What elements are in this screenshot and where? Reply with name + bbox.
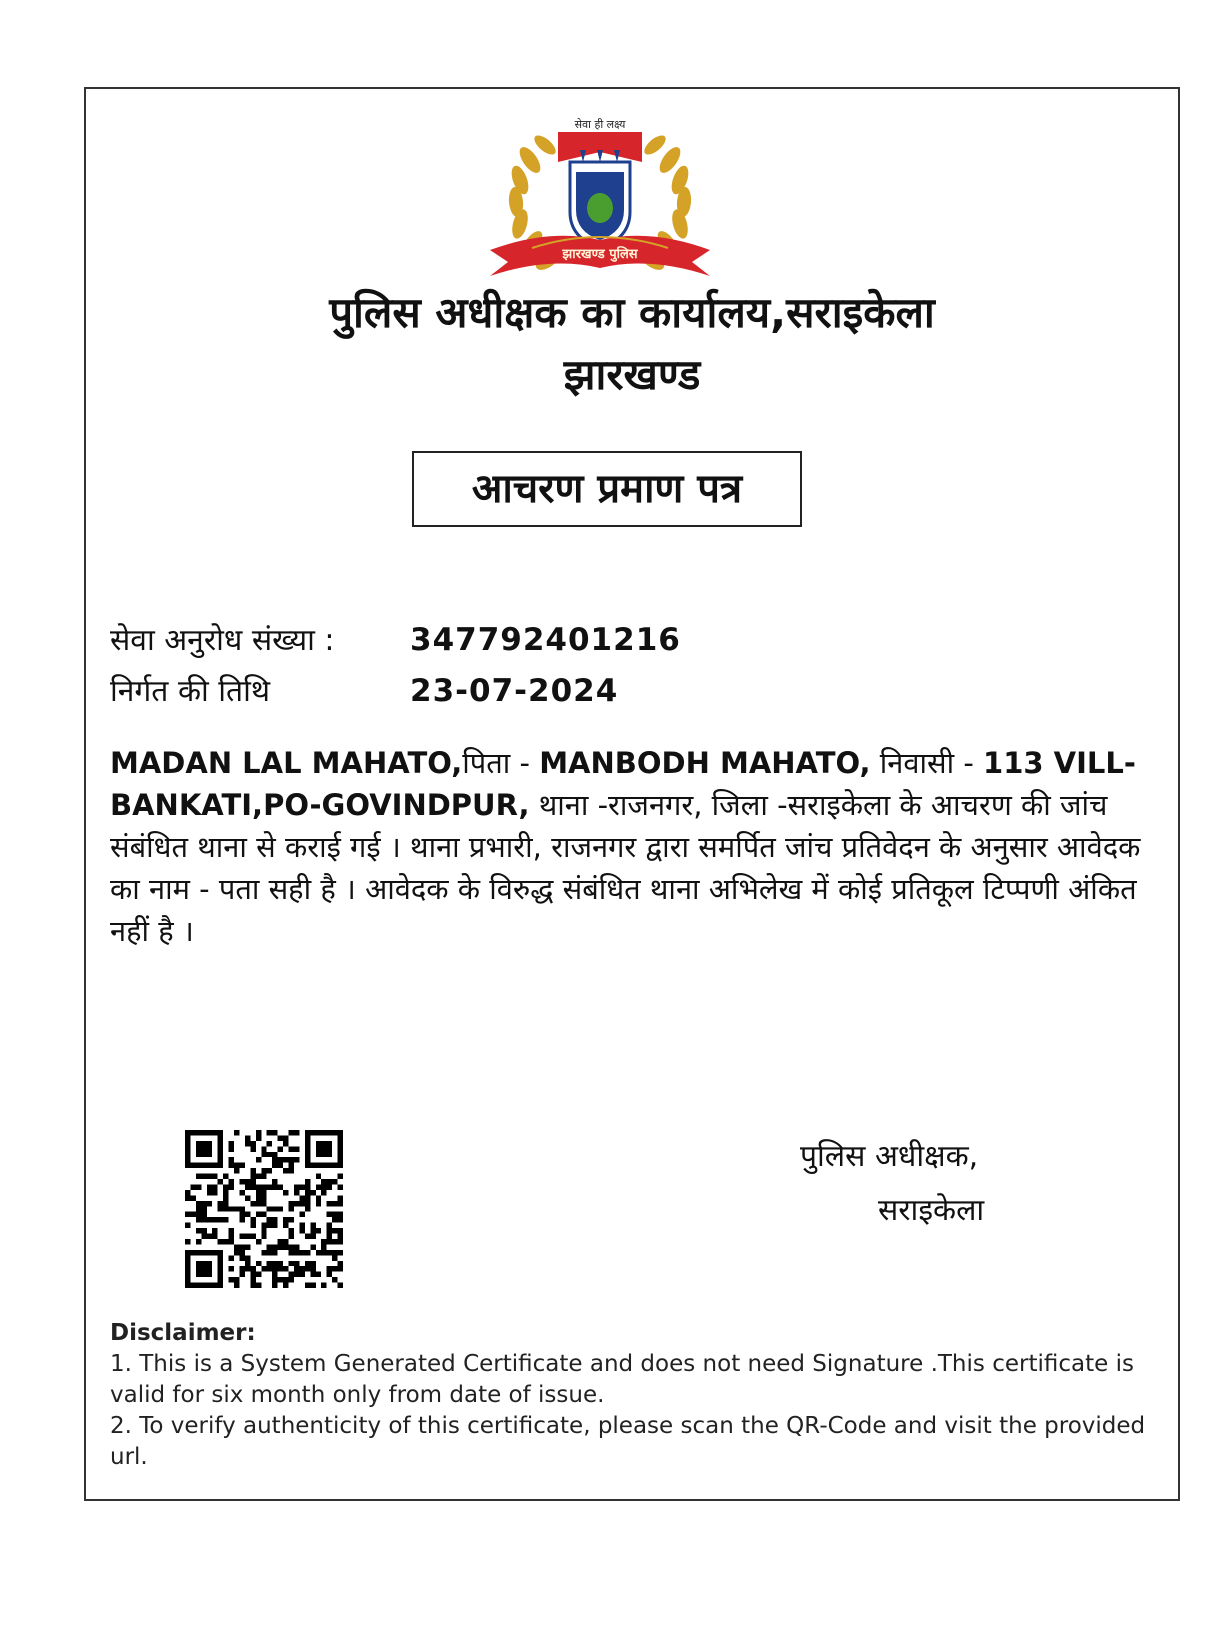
verification-qr-code[interactable] [185,1130,343,1288]
office-heading-line2: झारखण्ड [563,350,701,399]
certificate-title: आचरण प्रमाण पत्र [412,451,802,527]
father-name: MANBODH MAHATO, [539,746,871,780]
jharkhand-police-emblem [420,100,780,300]
certificate-meta [110,615,681,717]
signatory-block [800,1130,1060,1238]
disclaimer-block [110,1318,1150,1473]
signatory-designation: पुलिस अधीक्षक, [800,1139,979,1174]
emblem-ribbon-text: झारखण्ड पुलिस [562,247,638,262]
applicant-name: MADAN LAL MAHATO, [110,746,463,780]
disclaimer-item-2: 2. To verify authenticity of this certificate, please scan the QR-Code and visit the provided url. [110,1413,1146,1470]
issue-date-row [110,666,681,717]
emblem-motto: सेवा ही लक्ष्य [574,118,626,131]
office-heading-line1: पुलिस अधीक्षक का कार्यालय,सराइकेला [329,288,935,337]
body-statement: थाना -राजनगर, जिला -सराइकेला के आचरण की जांच संबंधित थाना से कराई गई । थाना प्रभारी, राजनगर द्वारा समर्पित जांच प्रतिवेदन के अनुसार आवेदक का नाम - पता सही है । आवेदक के विरुद्ध संबंधित थाना अभिलेख में कोई प्रतिकूल टिप्पणी अंकित नहीं है । [110,788,1141,948]
disclaimer-item-1: 1. This is a System Generated Certificate and does not need Signature .This certificate is valid for six month only from date of issue. [110,1351,1134,1408]
issue-date-value: 23-07-2024 [410,673,619,709]
request-number-value: 347792401216 [410,622,681,658]
applicant-address: 113 VILL-BANKATI,PO-GOVINDPUR, [110,746,1136,822]
disclaimer-heading: Disclaimer: [110,1320,256,1346]
request-number-label: सेवा अनुरोध संख्या : [110,623,335,658]
father-label: पिता - [462,746,540,780]
request-number-row [110,615,681,666]
resident-label: निवासी - [870,746,984,780]
certificate-body [110,742,1160,952]
issue-date-label: निर्गत की तिथि [110,674,271,709]
signatory-location: सराइकेला [878,1193,985,1228]
office-heading [84,282,1180,406]
